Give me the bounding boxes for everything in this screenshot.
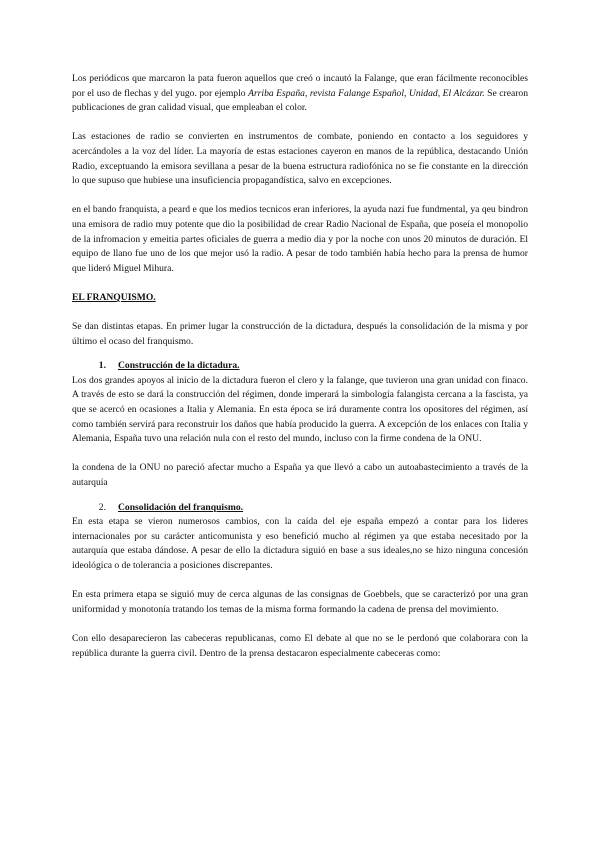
paragraph-cabeceras: Con ello desaparecieron las cabeceras republicanas, como El debate al que no se le perdonó que colaborara con la república durante la guerra civil. Dentro de la prensa destacaron especialmente cabeceras como:: [72, 632, 528, 659]
subheading-title: Consolidación del franquismo.: [118, 501, 244, 513]
subheading-construccion: [72, 359, 528, 374]
subheading-title: Construcción de la dictadura.: [118, 360, 240, 372]
newspaper-titles: Arriba España, revista Falange Español, Unidad, El Alcázar.: [248, 87, 485, 99]
subheading-number: 1.: [98, 360, 106, 372]
paragraph-stages: Se dan distintas etapas. En primer lugar la construcción de la dictadura, después la consolidación de la misma y por último el ocaso del franquismo.: [72, 321, 528, 347]
paragraph-consolidacion: En esta etapa se vieron numerosos cambios, con la caída del eje españa empezó a contar para los lideres internacionales por su carácter anticomunista y eso benefició mucho al régimen ya que estaba necesitado por la autarquía que estaba dándose. A pesar de ello la dictadura siguió en base a sus ideales,no se hizo ninguna concesión ideológica o de tolerancia a posiciones discrepantes.: [72, 516, 528, 571]
subheading-consolidacion: [72, 501, 528, 516]
paragraph-text: Los periódicos que marcaron la pata fueron aquellos que creó o incautó la Falange, que eran fácilmente reconocibles por el uso de flechas y del yugo. por ejemplo: [72, 73, 528, 99]
paragraph-text: Se crearon publicaciones de gran calidad visual, que empleaban el color.: [72, 87, 528, 114]
paragraph-goebbels: En esta primera etapa se siguió muy de cerca algunas de las consignas de Goebbels, que se caracterizó por una gran uniformidad y monotonía tratando los temas de la misma forma formando la cadena de prensa del movimiento.: [72, 589, 528, 615]
document-page: [72, 72, 528, 661]
paragraph-onu-condena: la condena de la ONU no pareció afectar mucho a España ya que llevó a cabo un autoabastecimiento a través de la autarquía: [72, 462, 528, 489]
paragraph-francoist-radio: en el bando franquista, a peard e que los medios tecnicos eran inferiores, la ayuda nazi fue fundmental, ya qeu bindron una emisora de radio muy potente que dio la posibilidad de crear Radio Nacional de España, que poseía el monopolio de la infromacion y emeitia partes oficiales de guerra a medio dia y por la noche con unos 20 minutos de duración. El equipo de llano fue uno de los que mejor usó la radio. A pesar de todo también había hecho para la prensa de humor que lideró Miguel Mihura.: [72, 204, 528, 274]
paragraph-falange-press: [72, 72, 528, 116]
paragraph-radio-stations: Las estaciones de radio se convierten en instrumentos de combate, poniendo en contacto a los seguidores y acercándoles a la voz del líder. La mayoría de estas estaciones cayeron en manos de la república, destacando Unión Radio, exceptuando la emisora sevillana a pesar de la buena estructura radiofónica no se fie constante en la dirección lo que supuso que hubiese una insuficiencia propagandística, salvo en excepciones.: [72, 131, 528, 187]
paragraph-construccion: Los dos grandes apoyos al inicio de la dictadura fueron el clero y la falange, que tuvieron una gran unidad con finaco. A través de esto se dará la construcción del régimen, donde imperará la simbología falangista cercana a la fascista, ya que se acercó en ocasiones a Italia y Alemania. En esta época se irá duramente contra los opositores del régimen, así como también servirá para reconstruir los daños que había producido la guerra. A excepción de los enlaces con Italia y Alemania, España tuvo una relación nula con el resto del mundo, incluso con la firme condena de la ONU.: [72, 374, 528, 445]
section-heading-franquismo: EL FRANQUISMO.: [72, 291, 156, 303]
subheading-number: 2.: [98, 501, 106, 513]
